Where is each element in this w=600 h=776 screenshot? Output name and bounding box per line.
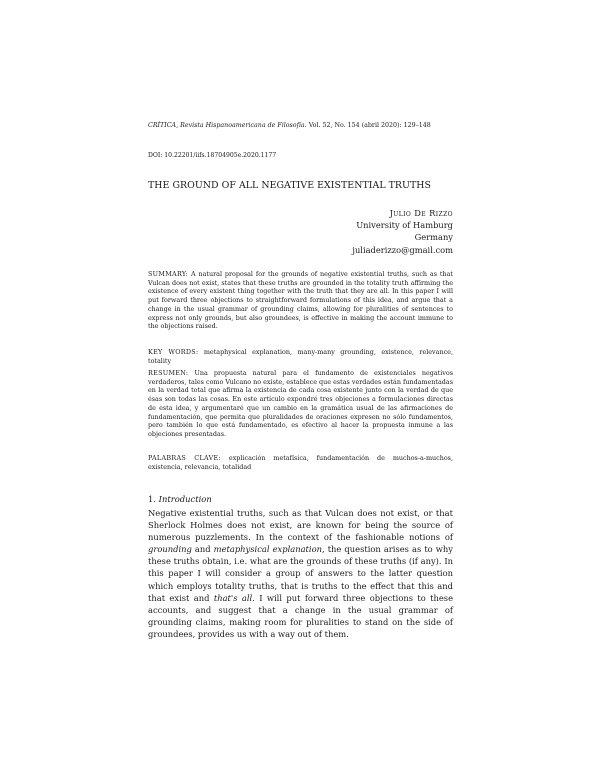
section-number: 1. [148,494,156,504]
author-name: Julio De Rizzo [389,208,453,218]
palabras-clave [148,454,453,471]
intro-em-thats-all: that's all [213,592,253,603]
author-email[interactable]: juliaderizzo@gmail.com [352,244,453,255]
summary-text: A natural proposal for the grounds of negative existential truths, such as that Vulcan does not exist, states that these truths are grounded in the totality truth affirming the existence of every existent thing together with the truth that they are all. In this paper I will put forward three objections to straightforward formulations of this idea, and argue that a change in the usual grammar of grounding claims, allowing for pluralities of sentences to express not only grounds, but also groundees, is effective in making the account immune to the objections raised. [148,270,453,331]
summary-label: SUMMARY: [148,270,189,278]
intro-em-metaphysical: metaphysical explanation [213,544,322,555]
intro-text-4: . I will put forward three objections to these accounts, and suggest that a change in the usual grammar of grounding claims, making room for pluralities to stand on the side of groundees, provides us with a way out of them. [148,592,454,639]
journal-volume: Vol. 52, No. 154 (abril 2020): 129–148 [308,122,431,129]
palabras-text: explicación metafísica, fundamentación de muchos-a-muchos, existencia, relevancia, totalidad [148,454,453,471]
journal-citation [148,121,468,130]
resumen-label: RESUMEN: [148,369,189,377]
intro-em-grounding: grounding [148,544,192,555]
keywords-text: metaphysical explanation, many-many grounding, existence, relevance, totality [148,348,453,365]
resumen [148,369,453,439]
intro-paragraph [148,507,453,640]
section-heading [148,493,212,505]
keywords [148,348,453,365]
section-title: Introduction [158,494,212,504]
doi: DOI: 10.22201/iifs.18704905e.2020.1177 [148,152,277,159]
palabras-label: PALABRAS CLAVE: [148,454,221,462]
intro-text-1: Negative existential truths, such as that Vulcan does not exist, or that Sherlock Holmes does not exist, are known for being the source of numerous puzzlements. In the context of the fashionable notions of [148,508,453,543]
intro-text-3: , the question arises as to why these truths obtain, i.e. what are the grounds of these truths (if any). In this paper I will consider a group of answers to the latter question which employs totality truths, that is truths to the effect that this and that exist and [148,544,453,603]
author-block [253,207,453,256]
paper-title: THE GROUND OF ALL NEGATIVE EXISTENTIAL TRUTHS [148,180,431,191]
resumen-text: Una propuesta natural para el fundamento de existenciales negativos verdaderos, tales como Vulcano no existe, establece que estas verdades están fundamentadas en la verdad total que afirma la existencia de cada cosa existente junto con la verdad de que ésas son todas las cosas. En este artículo expondré tres objeciones a formulaciones directas de esta idea, y argumentaré que un cambio en la gramática usual de las afirmaciones de fundamentación, que permita que pluralidades de oraciones expresen no sólo fundamentos, pero también lo que está fundamentado, es efectivo al hacer la propuesta inmune a las objeciones presentadas. [148,369,453,438]
author-affiliation: University of Hamburg [356,220,453,231]
journal-name: CRÍTICA, Revista Hispanoamericana de Filosofía. [148,122,307,129]
keywords-label: KEY WORDS: [148,348,199,356]
summary [148,270,453,331]
author-country: Germany [414,232,453,243]
intro-text-2: and [194,544,211,555]
